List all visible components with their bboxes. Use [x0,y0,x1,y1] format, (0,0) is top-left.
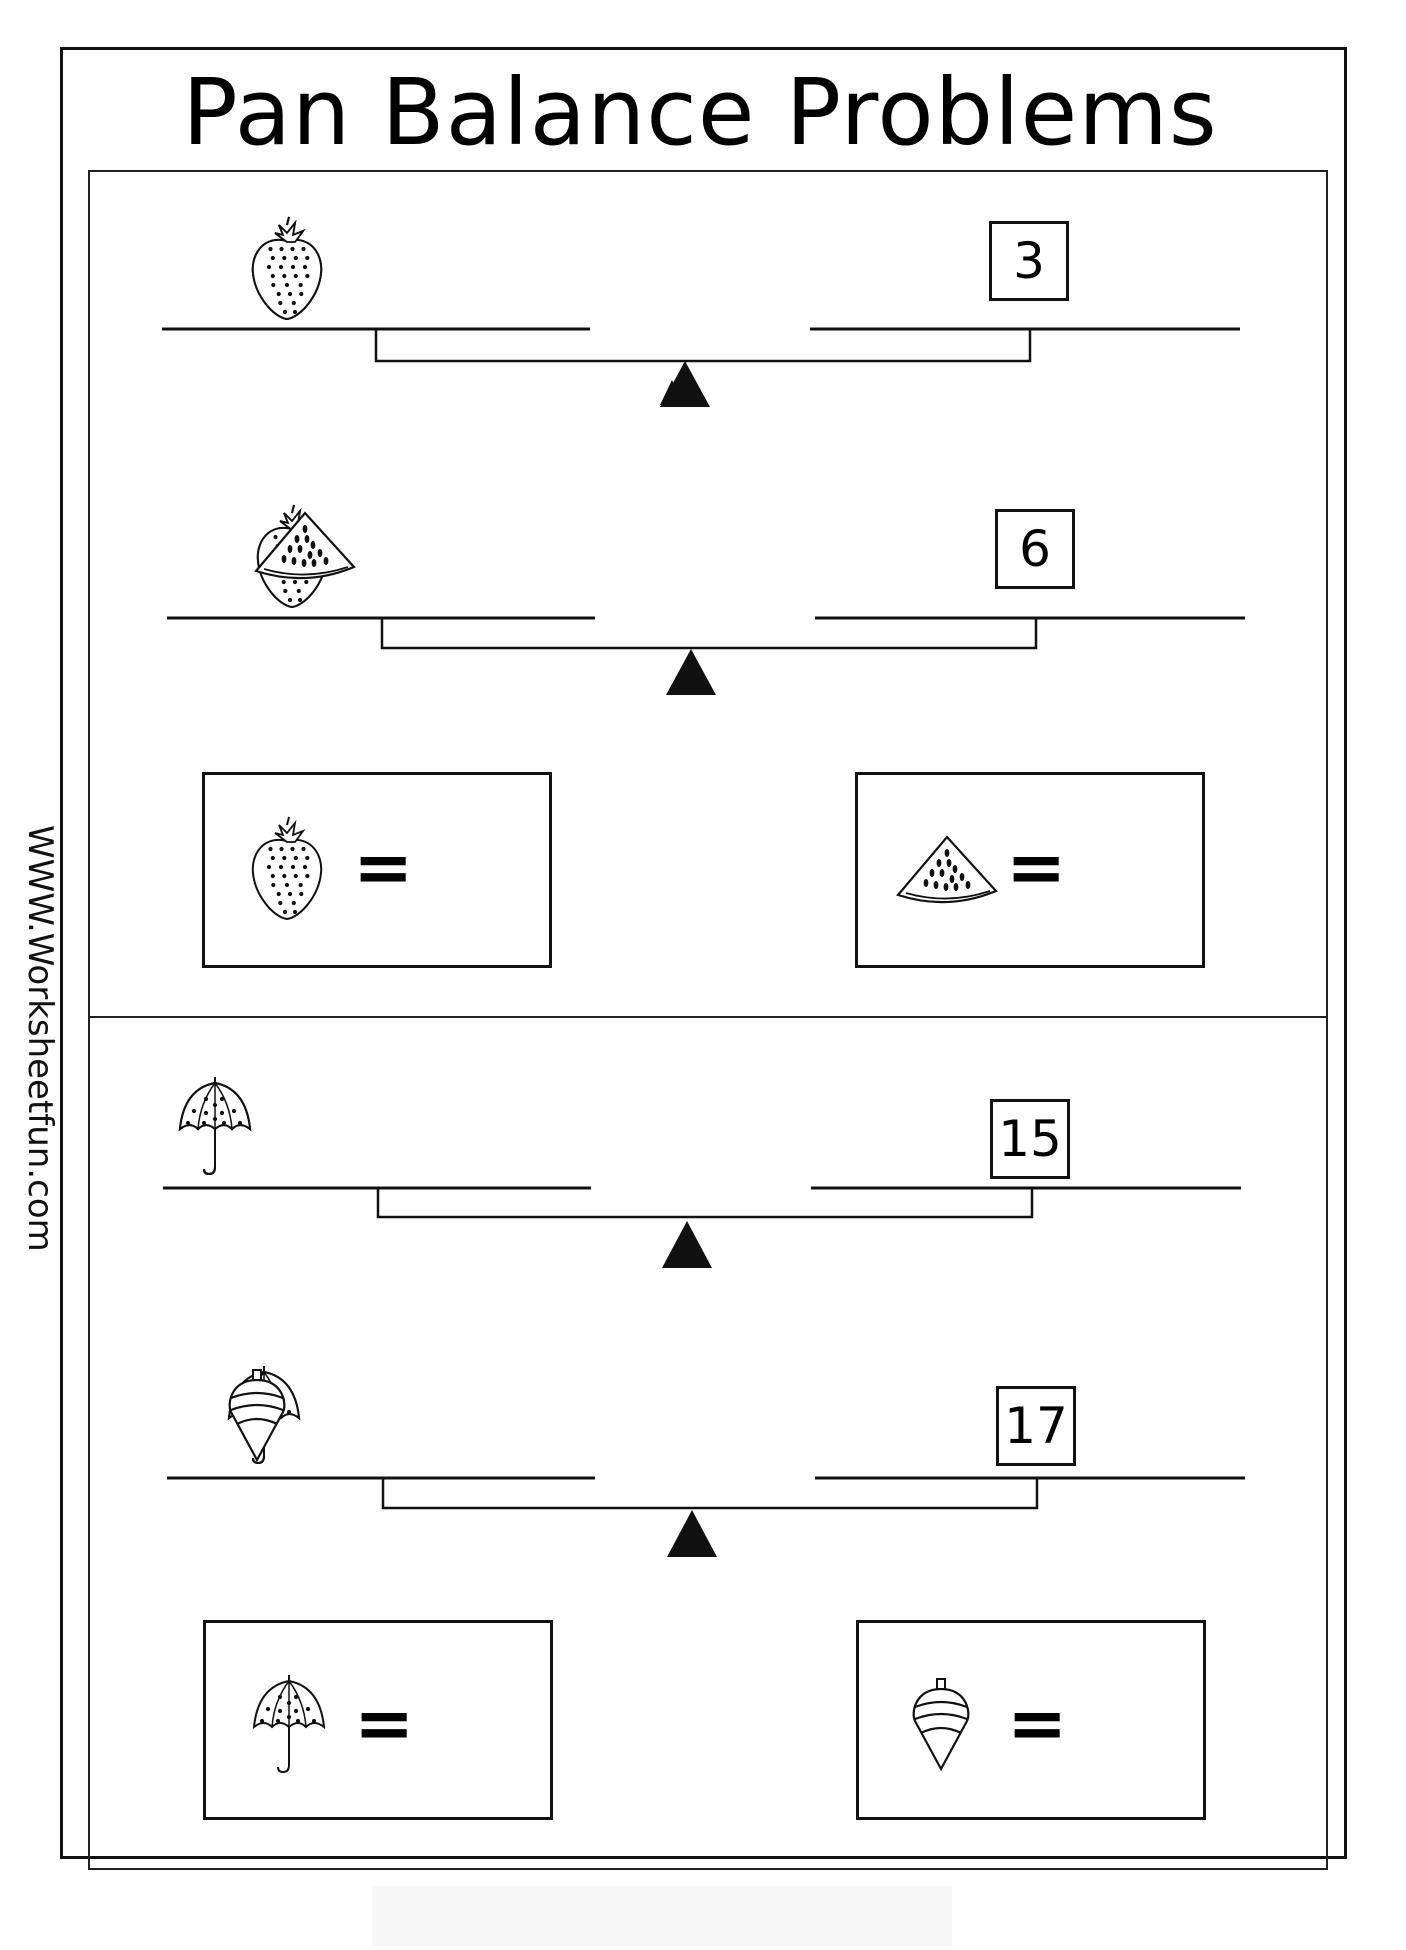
spinning-top-answer-box[interactable] [856,1620,1206,1820]
right-pan-total: 17 [996,1386,1076,1466]
right-pan-total: 3 [989,221,1069,301]
strawberry-answer-box[interactable] [202,772,552,968]
section-divider [88,1016,1328,1018]
equals-sign: = [354,1681,415,1765]
pan-balance-4 [150,1364,1260,1524]
scan-smudge [372,1886,952,1946]
umbrella-icon [250,1673,328,1775]
equals-sign: = [353,825,414,909]
equals-sign: = [1006,825,1067,909]
problem-area-border [88,170,1328,1870]
balance-frame [150,1075,1260,1235]
strawberry-icon [245,815,329,923]
balance-frame [150,1364,1260,1524]
pan-balance-2 [150,503,1260,663]
watermelon-icon [892,827,1002,907]
umbrella-icon [176,1075,254,1177]
spinning-top-icon [909,1673,973,1773]
strawberry-icon [245,215,329,323]
right-pan-total: 15 [990,1099,1070,1179]
pan-balance-3 [150,1075,1260,1235]
umbrella-answer-box[interactable] [203,1620,553,1820]
watermelon-answer-box[interactable] [855,772,1205,968]
watermelon-icon [250,503,360,583]
spinning-top-icon [225,1364,289,1464]
worksheet-title: Pan Balance Problems [182,59,1218,166]
website-watermark: WWW.Worksheetfun.com [20,825,60,1252]
right-pan-total: 6 [995,509,1075,589]
pan-balance-1 [150,215,1260,375]
equals-sign: = [1007,1681,1068,1765]
